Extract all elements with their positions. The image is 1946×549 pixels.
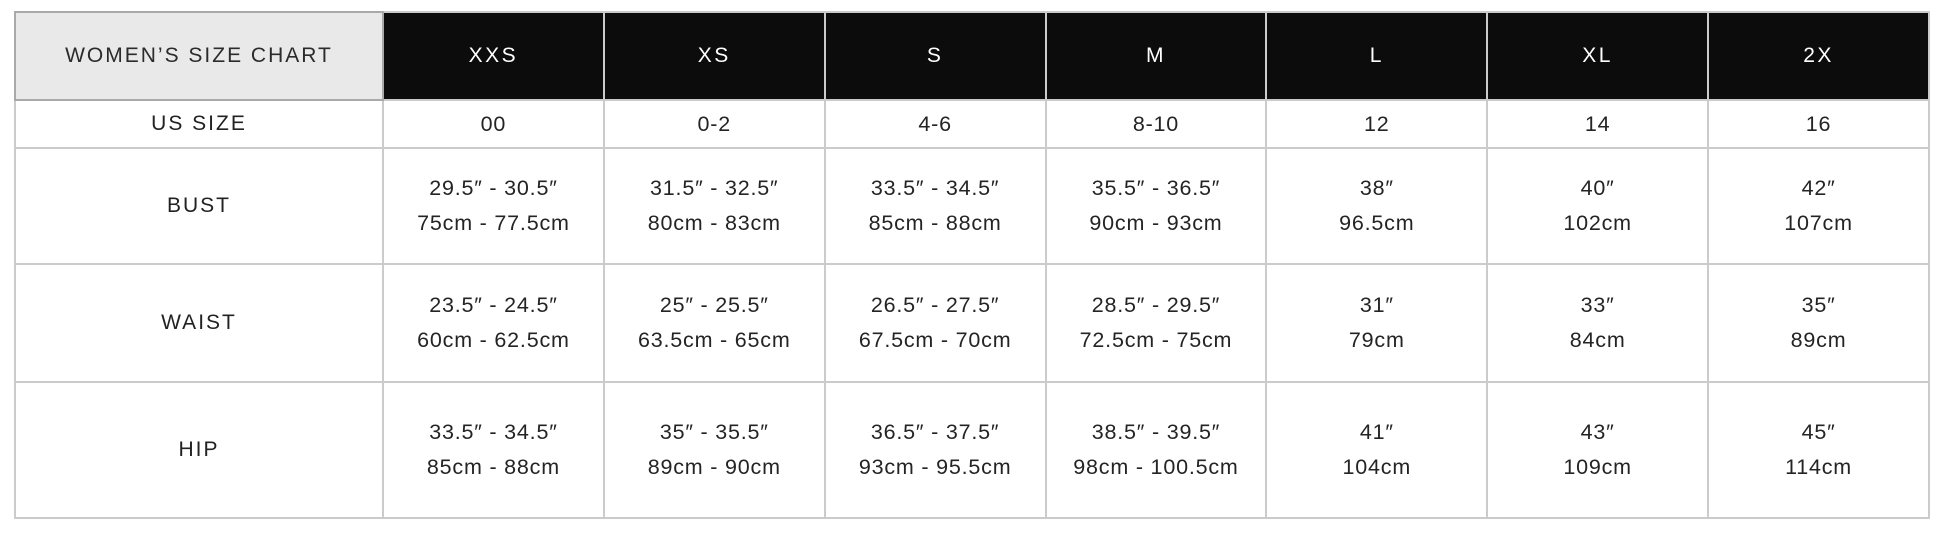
measurement-cm: 96.5cm bbox=[1339, 211, 1415, 235]
measurement-cm: 109cm bbox=[1563, 455, 1632, 479]
size-chart-table bbox=[14, 11, 1930, 519]
measurement-inches: 38.5″ - 39.5″ bbox=[1091, 420, 1221, 444]
measurement-cm: 79cm bbox=[1348, 328, 1405, 352]
measurement-cm: 104cm bbox=[1342, 455, 1412, 479]
us-size-s-cell bbox=[825, 100, 1046, 148]
waist-xs-cell bbox=[604, 264, 825, 382]
measurement-cm: 93cm - 95.5cm bbox=[858, 455, 1012, 479]
us-size-xs-cell bbox=[604, 100, 825, 148]
bust-xl-cell bbox=[1487, 148, 1708, 264]
hip-2x-cell bbox=[1708, 382, 1929, 518]
row-label-bust: BUST bbox=[15, 148, 383, 264]
measurement-inches: 14 bbox=[1584, 111, 1611, 136]
measurement-inches: 16 bbox=[1805, 111, 1832, 136]
table-row-waist bbox=[15, 264, 1929, 382]
bust-s-cell bbox=[825, 148, 1046, 264]
measurement-inches: 40″ bbox=[1580, 176, 1615, 200]
waist-xl-cell bbox=[1487, 264, 1708, 382]
size-chart-container bbox=[14, 11, 1930, 519]
row-label-waist: WAIST bbox=[15, 264, 383, 382]
measurement-inches: 8-10 bbox=[1132, 111, 1180, 136]
hip-xxs-cell bbox=[383, 382, 604, 518]
bust-l-cell bbox=[1266, 148, 1487, 264]
table-row-us-size bbox=[15, 100, 1929, 148]
measurement-cm: 89cm bbox=[1790, 328, 1847, 352]
us-size-xxs-cell bbox=[383, 100, 604, 148]
measurement-inches: 23.5″ - 24.5″ bbox=[429, 293, 558, 317]
waist-2x-cell bbox=[1708, 264, 1929, 382]
us-size-l-cell bbox=[1266, 100, 1487, 148]
bust-m-cell bbox=[1046, 148, 1267, 264]
measurement-inches: 35″ bbox=[1801, 293, 1836, 317]
us-size-2x-cell bbox=[1708, 100, 1929, 148]
row-label-us-size: US SIZE bbox=[15, 100, 383, 148]
size-header-m: M bbox=[1046, 12, 1267, 100]
measurement-cm: 84cm bbox=[1569, 328, 1626, 352]
measurement-inches: 43″ bbox=[1580, 420, 1615, 444]
hip-xs-cell bbox=[604, 382, 825, 518]
measurement-cm: 63.5cm - 65cm bbox=[637, 328, 791, 352]
measurement-inches: 38″ bbox=[1359, 176, 1394, 200]
measurement-cm: 114cm bbox=[1785, 455, 1852, 479]
measurement-inches: 45″ bbox=[1801, 420, 1836, 444]
size-header-xl: XL bbox=[1487, 12, 1708, 100]
us-size-m-cell bbox=[1046, 100, 1267, 148]
hip-s-cell bbox=[825, 382, 1046, 518]
measurement-cm: 72.5cm - 75cm bbox=[1079, 328, 1233, 352]
measurement-cm: 90cm - 93cm bbox=[1089, 211, 1223, 235]
measurement-inches: 42″ bbox=[1801, 176, 1836, 200]
waist-xxs-cell bbox=[383, 264, 604, 382]
header-row bbox=[15, 12, 1929, 100]
waist-s-cell bbox=[825, 264, 1046, 382]
measurement-inches: 33″ bbox=[1580, 293, 1615, 317]
hip-xl-cell bbox=[1487, 382, 1708, 518]
hip-l-cell bbox=[1266, 382, 1487, 518]
measurement-inches: 29.5″ - 30.5″ bbox=[429, 176, 558, 200]
size-header-xs: XS bbox=[604, 12, 825, 100]
measurement-inches: 33.5″ - 34.5″ bbox=[870, 176, 1000, 200]
measurement-inches: 0-2 bbox=[697, 111, 731, 136]
measurement-cm: 85cm - 88cm bbox=[426, 455, 560, 479]
size-header-xxs: XXS bbox=[383, 12, 604, 100]
measurement-inches: 00 bbox=[480, 111, 507, 136]
measurement-cm: 107cm bbox=[1784, 211, 1853, 235]
table-row-hip bbox=[15, 382, 1929, 518]
measurement-inches: 31″ bbox=[1359, 293, 1394, 317]
measurement-cm: 60cm - 62.5cm bbox=[417, 328, 570, 352]
measurement-inches: 25″ - 25.5″ bbox=[659, 293, 769, 317]
waist-l-cell bbox=[1266, 264, 1487, 382]
measurement-inches: 35.5″ - 36.5″ bbox=[1091, 176, 1221, 200]
measurement-cm: 67.5cm - 70cm bbox=[858, 328, 1012, 352]
measurement-cm: 89cm - 90cm bbox=[647, 455, 781, 479]
size-header-l: L bbox=[1266, 12, 1487, 100]
measurement-inches: 4-6 bbox=[918, 111, 952, 136]
bust-2x-cell bbox=[1708, 148, 1929, 264]
waist-m-cell bbox=[1046, 264, 1267, 382]
measurement-cm: 75cm - 77.5cm bbox=[417, 211, 570, 235]
chart-title-cell: WOMEN’S SIZE CHART bbox=[15, 12, 383, 100]
measurement-inches: 33.5″ - 34.5″ bbox=[429, 420, 558, 444]
bust-xxs-cell bbox=[383, 148, 604, 264]
measurement-cm: 98cm - 100.5cm bbox=[1073, 455, 1239, 479]
measurement-cm: 80cm - 83cm bbox=[647, 211, 781, 235]
size-header-2x: 2X bbox=[1708, 12, 1929, 100]
measurement-inches: 36.5″ - 37.5″ bbox=[870, 420, 1000, 444]
measurement-inches: 26.5″ - 27.5″ bbox=[870, 293, 1000, 317]
measurement-cm: 102cm bbox=[1563, 211, 1632, 235]
row-label-hip: HIP bbox=[15, 382, 383, 518]
size-header-s: S bbox=[825, 12, 1046, 100]
measurement-inches: 28.5″ - 29.5″ bbox=[1091, 293, 1221, 317]
measurement-inches: 31.5″ - 32.5″ bbox=[650, 176, 779, 200]
bust-xs-cell bbox=[604, 148, 825, 264]
measurement-inches: 41″ bbox=[1359, 420, 1394, 444]
measurement-cm: 85cm - 88cm bbox=[868, 211, 1002, 235]
hip-m-cell bbox=[1046, 382, 1267, 518]
us-size-xl-cell bbox=[1487, 100, 1708, 148]
size-chart-body bbox=[15, 12, 1929, 518]
table-row-bust bbox=[15, 148, 1929, 264]
measurement-inches: 35″ - 35.5″ bbox=[659, 420, 769, 444]
measurement-inches: 12 bbox=[1364, 111, 1390, 136]
